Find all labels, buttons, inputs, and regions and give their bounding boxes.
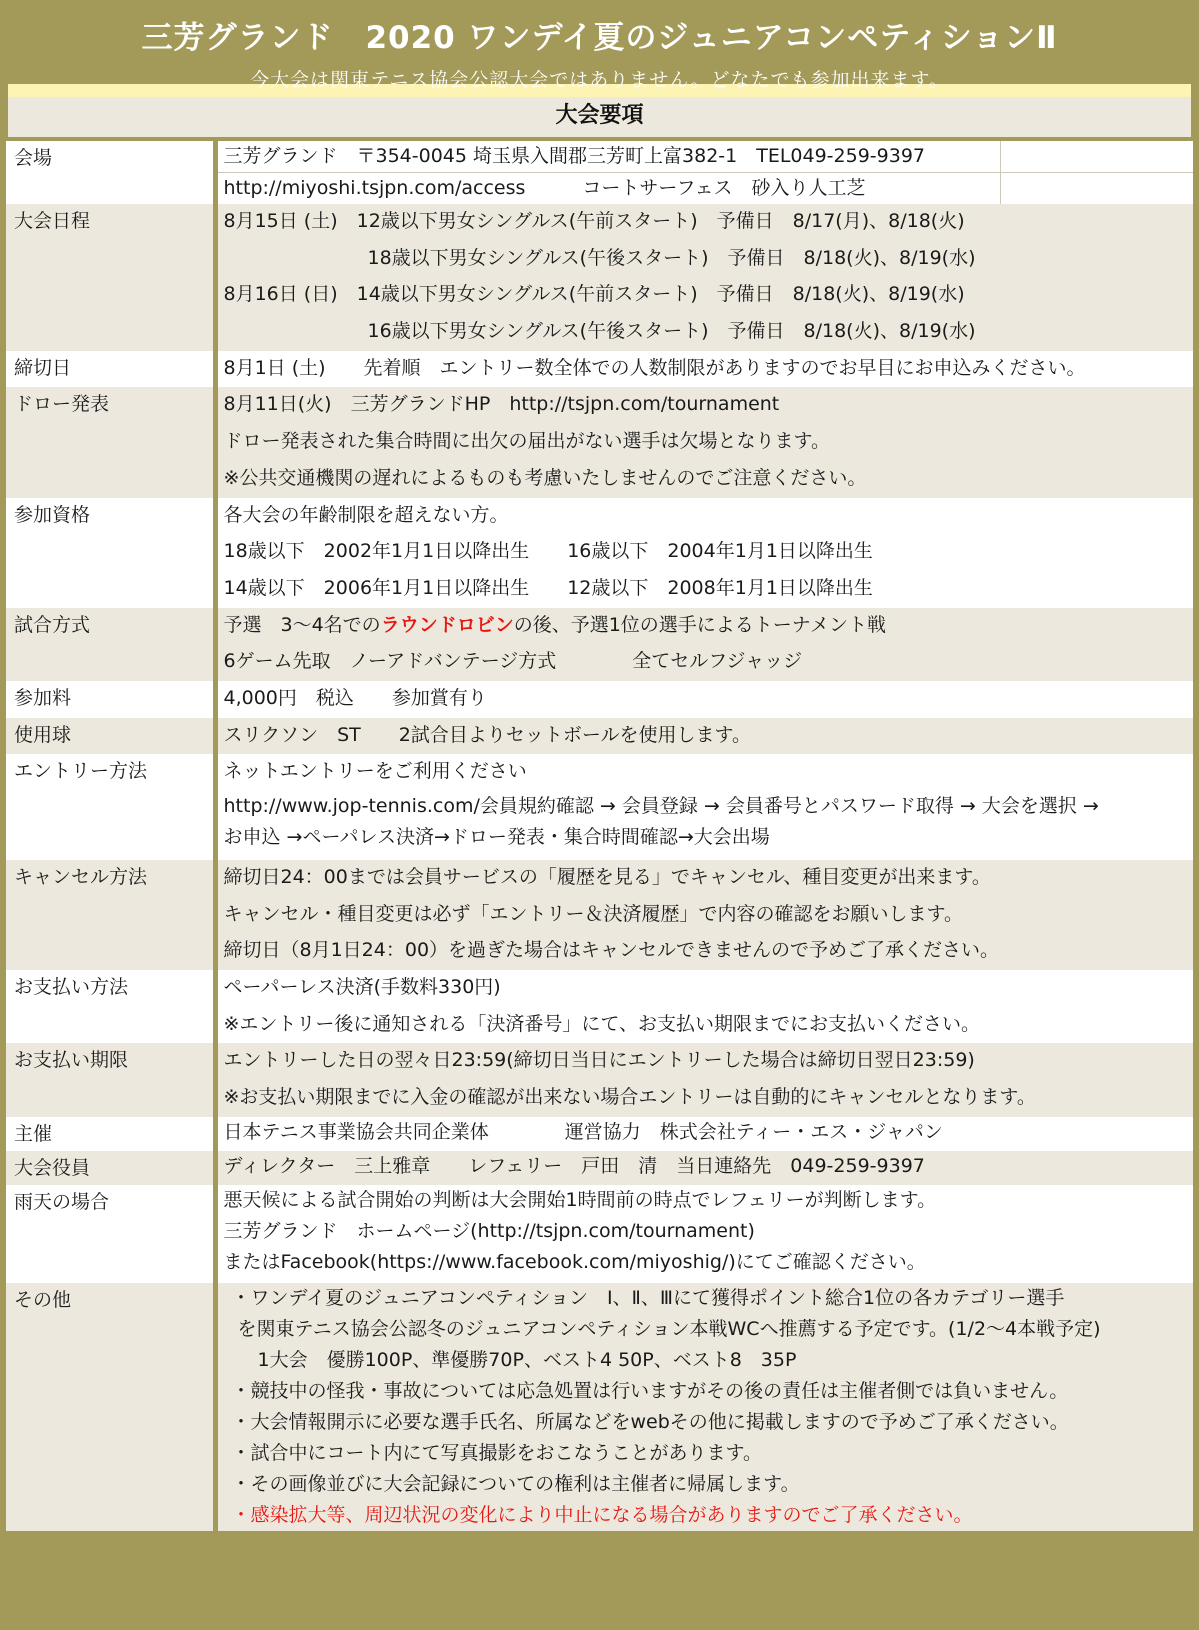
requirements-table <box>6 141 1193 1531</box>
entry-line: ネットエントリーをご利用ください <box>223 760 527 783</box>
other-line: ・ワンデイ夏のジュニアコンペティション Ⅰ、Ⅱ、Ⅲにて獲得ポイント総合1位の各カテゴリー選手 <box>231 1286 1065 1309</box>
table-row <box>6 351 1193 388</box>
table-row <box>6 1117 1193 1151</box>
schedule-line: 16歳以下男女シングルス(午後スタート) 予備日 8/18(火)、8/19(水) <box>367 320 976 343</box>
other-line: を関東テニス協会公認冬のジュニアコンペティション本戦WCへ推薦する予定です。(1/2～4本戦予定) <box>237 1317 1101 1340</box>
row-label: 大会役員 <box>6 1151 215 1185</box>
row-content <box>215 1117 1193 1151</box>
match-format-line: 予選 3～4名でのラウンドロビンの後、予選1位の選手によるトーナメント戦 <box>223 613 887 636</box>
row-content <box>215 970 1193 1043</box>
schedule-line: 8月16日 (日) 14歳以下男女シングルス(午前スタート) 予備日 8/18(火)、8/19(水) <box>223 283 965 306</box>
table-row <box>6 681 1193 718</box>
row-label: その他 <box>6 1283 215 1531</box>
row-label: 大会日程 <box>6 204 215 351</box>
row-content <box>215 141 1193 204</box>
draw-line: ※公共交通機関の遅れによるものも考慮いたしませんのでご注意ください。 <box>223 466 867 489</box>
row-content <box>215 754 1193 860</box>
fee-line: 4,000円 税込 参加賞有り <box>223 686 487 709</box>
draw-line: 8月11日(火) 三芳グランドHP http://tsjpn.com/tournament <box>223 393 780 416</box>
table-row <box>6 970 1193 1043</box>
row-label: キャンセル方法 <box>6 860 215 970</box>
row-label: 雨天の場合 <box>6 1185 215 1283</box>
other-line-warning: ・感染拡大等、周辺状況の変化により中止になる場合がありますのでご了承ください。 <box>231 1503 973 1526</box>
eligibility-line: 各大会の年齢制限を超えない方。 <box>223 503 509 526</box>
row-content <box>215 860 1193 970</box>
row-content <box>215 204 1193 351</box>
row-content <box>215 498 1193 608</box>
entry-line: http://www.jop-tennis.com/会員規約確認 → 会員登録 → 会員番号とパスワード取得 → 大会を選択 → <box>223 795 1099 817</box>
other-line: 1大会 優勝100P、準優勝70P、ベスト4 50P、ベスト8 35P <box>257 1348 797 1371</box>
payment-method-line: ※エントリー後に通知される「決済番号」にて、お支払い期限までにお支払いください。 <box>223 1012 981 1035</box>
eligibility-line: 14歳以下 2006年1月1日以降出生 12歳以下 2008年1月1日以降出生 <box>223 576 873 599</box>
row-label: 参加資格 <box>6 498 215 608</box>
row-label: ドロー発表 <box>6 387 215 497</box>
row-content <box>215 608 1193 681</box>
row-label: 会場 <box>6 141 215 204</box>
row-content <box>215 387 1193 497</box>
venue-url: http://miyoshi.tsjpn.com/access コートサーフェス 砂入り人工芝 <box>223 177 866 199</box>
venue-address: 三芳グランド 〒354-0045 埼玉県入間郡三芳町上富382-1 TEL049-259-9397 <box>218 141 1194 173</box>
draw-line: ドロー発表された集合時間に出欠の届出がない選手は欠場となります。 <box>223 430 830 453</box>
cancel-line: キャンセル・種目変更は必ず「エントリー＆決済履歴」で内容の確認をお願いします。 <box>223 902 963 925</box>
table-row <box>6 498 1193 608</box>
table-row <box>6 387 1193 497</box>
section-title: 大会要項 <box>8 97 1191 137</box>
payment-deadline-line: エントリーした日の翌々日23:59(締切日当日にエントリーした場合は締切日翌日23:59) <box>223 1049 975 1072</box>
payment-deadline-line: ※お支払い期限までに入金の確認が出来ない場合エントリーは自動的にキャンセルとなります。 <box>223 1086 1036 1109</box>
table-row <box>6 1043 1193 1116</box>
eligibility-line: 18歳以下 2002年1月1日以降出生 16歳以下 2004年1月1日以降出生 <box>223 540 873 563</box>
row-content <box>215 1283 1193 1531</box>
table-row <box>6 204 1193 351</box>
other-line: ・大会情報開示に必要な選手氏名、所属などをwebその他に掲載しますので予めご了承ください。 <box>231 1410 1069 1433</box>
table-row <box>6 1151 1193 1185</box>
table-row <box>6 754 1193 860</box>
other-line: ・その画像並びに大会記録についての権利は主催者に帰属します。 <box>231 1472 800 1495</box>
rain-line: またはFacebook(https://www.facebook.com/miyoshig/)にてご確認ください。 <box>223 1250 926 1273</box>
row-label: 試合方式 <box>6 608 215 681</box>
row-label: エントリー方法 <box>6 754 215 860</box>
officials-line: ディレクター 三上雅章 レフェリー 戸田 清 当日連絡先 049-259-9397 <box>223 1154 925 1177</box>
entry-line: お申込 →ペーパレス決済→ドロー発表・集合時間確認→大会出場 <box>223 826 770 848</box>
schedule-line: 18歳以下男女シングルス(午後スタート) 予備日 8/18(火)、8/19(水) <box>367 246 976 269</box>
round-robin-highlight: ラウンドロビン <box>380 613 514 636</box>
cancel-line: 締切日（8月1日24：00）を過ぎた場合はキャンセルできませんので予めご了承ください。 <box>223 939 1000 962</box>
match-format-line: 6ゲーム先取 ノーアドバンテージ方式 全てセルフジャッジ <box>223 650 803 673</box>
row-content <box>215 1151 1193 1185</box>
ball-line: スリクソン ST 2試合目よりセットボールを使用します。 <box>223 723 751 746</box>
rain-line: 三芳グランド ホームページ(http://tsjpn.com/tournament) <box>223 1219 755 1242</box>
rain-line: 悪天候による試合開始の判断は大会開始1時間前の時点でレフェリーが判断します。 <box>223 1188 937 1211</box>
table-row <box>6 141 1193 204</box>
row-content <box>215 1043 1193 1116</box>
page-title: 三芳グランド 2020 ワンデイ夏のジュニアコンペティションⅡ <box>141 20 1058 56</box>
payment-method-line: ペーパーレス決済(手数料330円) <box>223 976 501 999</box>
deadline-line: 8月1日 (土) 先着順 エントリー数全体での人数制限がありますのでお早目にお申込みください。 <box>223 356 1086 379</box>
row-content <box>215 1185 1193 1283</box>
cancel-line: 締切日24：00までは会員サービスの「履歴を見る」でキャンセル、種目変更が出来ます。 <box>223 866 991 888</box>
title-banner <box>6 0 1193 91</box>
row-content <box>215 718 1193 755</box>
row-label: お支払い方法 <box>6 970 215 1043</box>
row-label: 主催 <box>6 1117 215 1151</box>
other-line: ・試合中にコート内にて写真撮影をおこなうことがあります。 <box>231 1441 762 1464</box>
page-subtitle: 今大会は関東テニス協会公認大会ではありません。どなたでも参加出来ます。 <box>250 69 949 91</box>
row-label: お支払い期限 <box>6 1043 215 1116</box>
schedule-line: 8月15日 (土) 12歳以下男女シングルス(午前スタート) 予備日 8/17(月)、8/18(火) <box>223 210 965 232</box>
table-row <box>6 860 1193 970</box>
table-row <box>6 718 1193 755</box>
row-content <box>215 681 1193 718</box>
table-row <box>6 1185 1193 1283</box>
table-row <box>6 608 1193 681</box>
row-label: 参加料 <box>6 681 215 718</box>
other-line: ・競技中の怪我・事故については応急処置は行いますがその後の責任は主催者側では負いません。 <box>231 1379 1069 1402</box>
row-label: 締切日 <box>6 351 215 388</box>
row-label: 使用球 <box>6 718 215 755</box>
organizer-line: 日本テニス事業協会共同企業体 運営協力 株式会社ティー・エス・ジャパン <box>223 1120 943 1143</box>
table-row <box>6 1283 1193 1531</box>
row-content <box>215 351 1193 388</box>
